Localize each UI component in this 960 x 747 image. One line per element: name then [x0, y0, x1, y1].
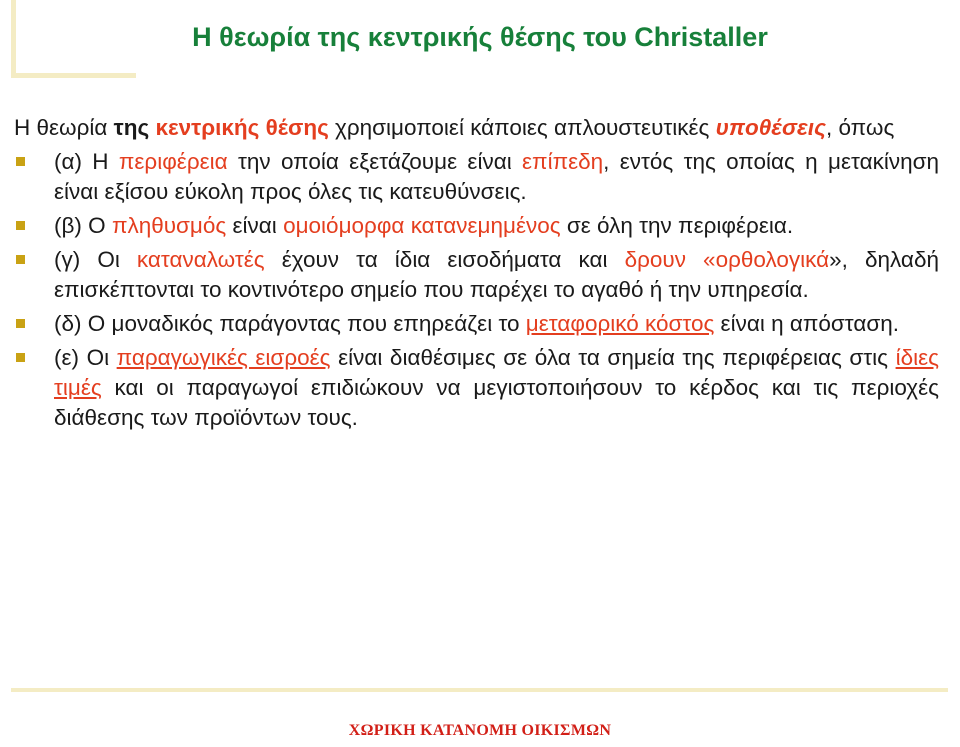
highlight-region: περιφέρεια — [118, 149, 228, 174]
highlight-population: πληθυσμός — [111, 213, 227, 238]
highlight-transport-cost: μεταφορικό κόστος — [525, 311, 715, 336]
list-item-c: (γ) Οι καταναλωτές έχουν τα ίδια εισοδήματα και δρουν «ορθολογικά», δηλαδή επισκέπτονται το κοντινότερο σημείο που παρέχει το αγαθό ή την υπηρεσία. — [14, 245, 939, 305]
highlight-flat: επίπεδη — [522, 149, 604, 174]
list-item-a: (α) Η περιφέρεια την οποία εξετάζουμε είναι επίπεδη, εντός της οποίας η μετακίνηση είναι εξίσου εύκολη προς όλες τις κατευθύνσεις. — [14, 147, 939, 207]
highlight-uniform: ομοιόμορφα κατανεμημένος — [283, 213, 561, 238]
intro-highlight-central-place: κεντρικής θέσης — [155, 115, 329, 140]
highlight-same-prices: ίδιες τιμές — [54, 345, 939, 400]
list-item-b: (β) Ο πληθυσμός είναι ομοιόμορφα κατανεμημένος σε όλη την περιφέρεια. — [14, 211, 939, 241]
intro-text: χρησιμοποιεί κάποιες απλουστευτικές — [328, 115, 716, 140]
intro-text: Η θεωρία — [14, 115, 114, 140]
intro-bold: της — [113, 115, 150, 140]
intro-text: , όπως — [825, 115, 895, 140]
square-bullet-icon — [16, 319, 25, 328]
square-bullet-icon — [16, 221, 25, 230]
square-bullet-icon — [16, 157, 25, 166]
list-item-e: (ε) Οι παραγωγικές εισροές είναι διαθέσιμες σε όλα τα σημεία της περιφέρειας στις ίδιες τιμές και οι παραγωγοί επιδιώκουν να μεγιστοποιήσουν το κέρδος και τις περιοχές διάθεσης των προϊόντων τους. — [14, 343, 939, 433]
footer-rule — [11, 688, 948, 692]
square-bullet-icon — [16, 353, 25, 362]
intro-highlight-assumptions: υποθέσεις — [715, 115, 826, 140]
frame-horizontal-bar — [11, 73, 136, 78]
assumptions-list — [14, 147, 939, 433]
highlight-rational: δρουν «ορθολογικά — [624, 247, 830, 272]
highlight-inputs: παραγωγικές εισροές — [116, 345, 331, 370]
slide-title: Η θεωρία της κεντρικής θέσης του Christaller — [192, 22, 768, 52]
footer-text: ΧΩΡΙΚΗ ΚΑΤΑΝΟΜΗ ΟΙΚΙΣΜΩΝ — [348, 722, 612, 739]
slide-body — [14, 113, 939, 437]
list-item-d: (δ) Ο μοναδικός παράγοντας που επηρεάζει το μεταφορικό κόστος είναι η απόσταση. — [14, 309, 939, 339]
intro-paragraph — [14, 113, 939, 143]
square-bullet-icon — [16, 255, 25, 264]
highlight-consumers: καταναλωτές — [136, 247, 265, 272]
